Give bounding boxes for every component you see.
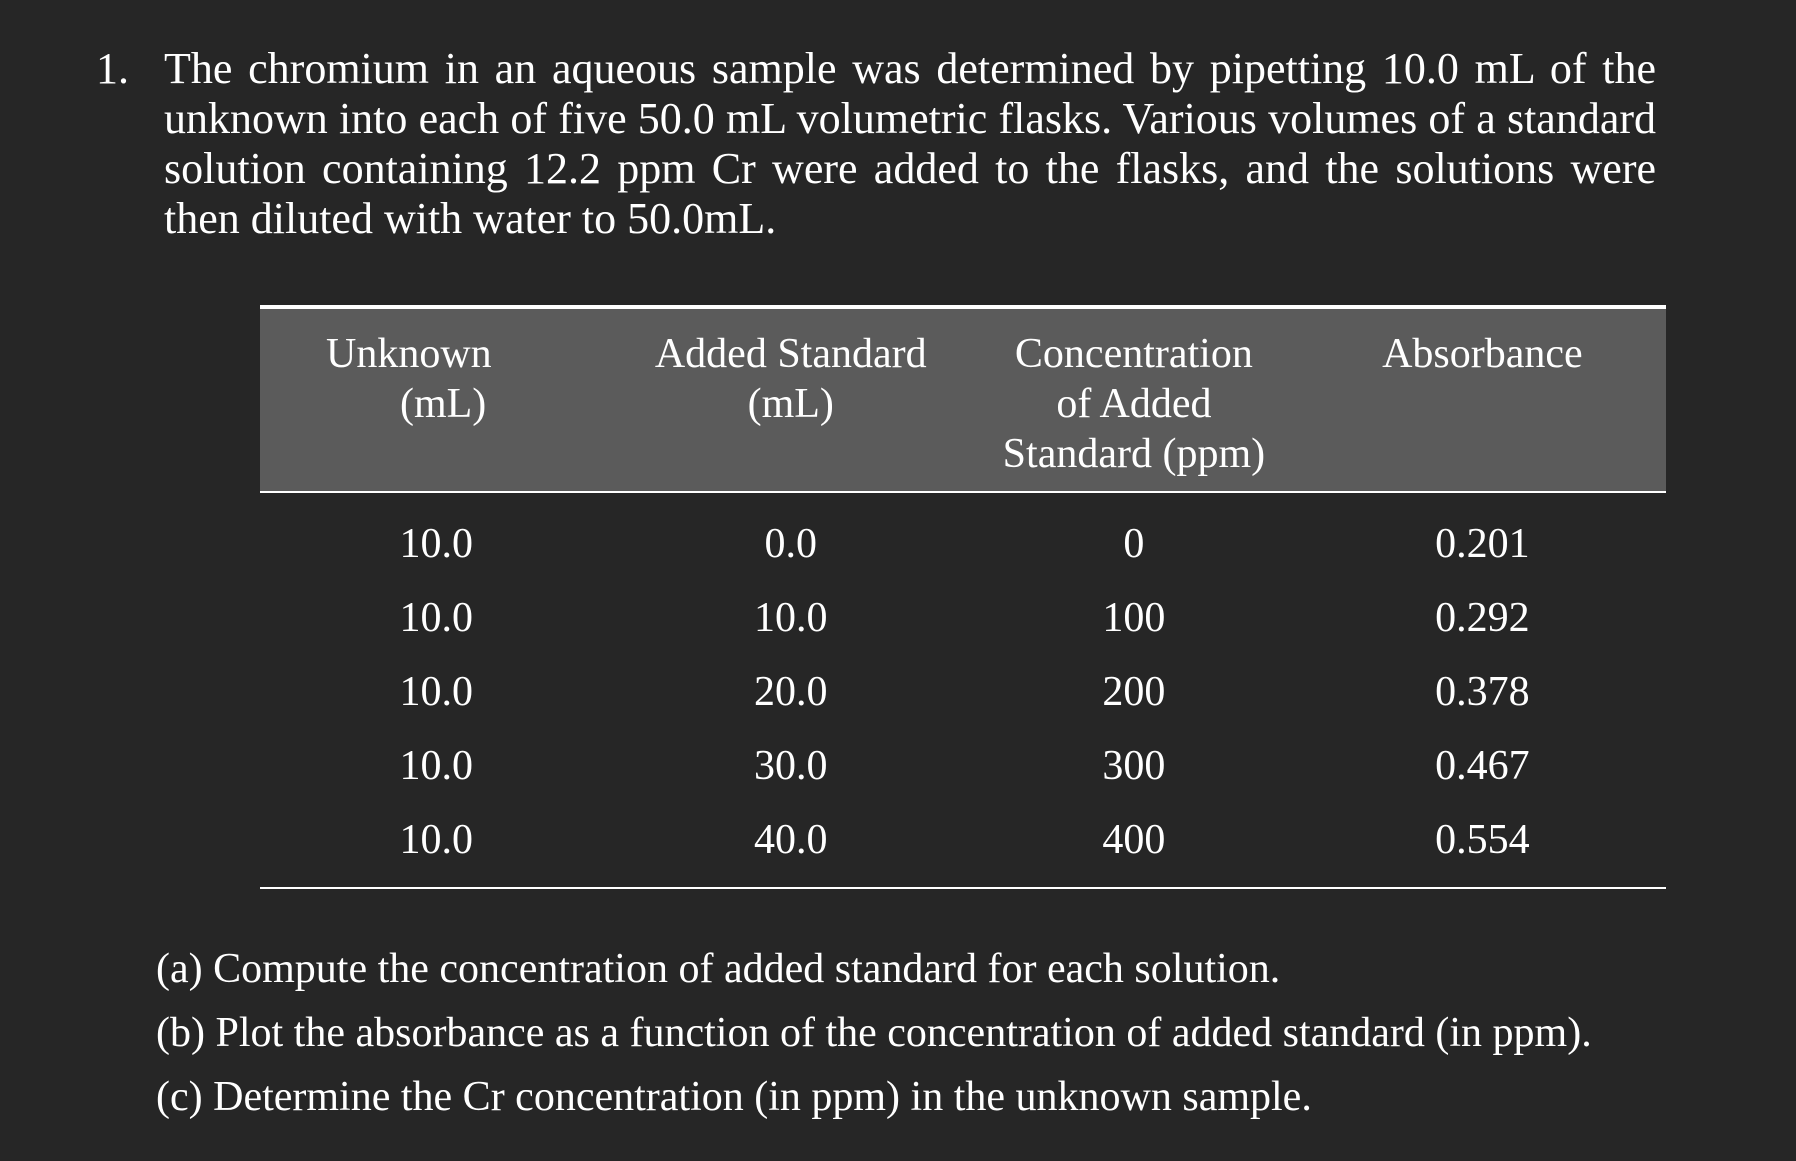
- cell-added: 10.0: [753, 595, 828, 641]
- cell-conc: 400: [969, 803, 1299, 888]
- cell-absorbance: 0.554: [1299, 803, 1666, 888]
- cell-absorbance: 0.201: [1435, 521, 1530, 567]
- cell-added: 20.0: [753, 669, 828, 715]
- table-row: [260, 729, 1666, 803]
- cell-absorbance: 0.292: [1435, 595, 1530, 641]
- cell-conc: 300: [1102, 743, 1166, 789]
- question-c: (c) Determine the Cr concentration (in ppm) in the unknown sample.: [156, 1074, 1312, 1120]
- table-row: [260, 581, 1666, 655]
- header-unknown: [260, 307, 612, 492]
- cell-unknown: 10.0: [399, 521, 473, 567]
- cell-unknown: 10.0: [399, 669, 473, 715]
- cell-unknown: 10.0: [260, 803, 612, 888]
- header-absorbance: Absorbance: [1299, 307, 1666, 492]
- cell-unknown: 10.0: [399, 595, 473, 641]
- question-a: (a) Compute the concentration of added standard for each solution.: [156, 946, 1281, 992]
- table-row: [260, 803, 1666, 888]
- header-conc-line1: Concentration: [1014, 331, 1253, 377]
- cell-added: 30.0: [753, 743, 828, 789]
- cell-conc: 0: [1123, 521, 1145, 567]
- header-unknown-line2: (mL): [400, 381, 487, 427]
- header-conc-line3: Standard (ppm): [1002, 431, 1266, 477]
- table-row: [260, 655, 1666, 729]
- header-conc-line2: of Added: [1056, 381, 1212, 427]
- header-unknown-line1: Unknown: [326, 331, 492, 377]
- data-table-container: [260, 305, 1666, 889]
- cell-unknown: 10.0: [399, 743, 473, 789]
- problem-number: 1.: [96, 44, 129, 93]
- cell-absorbance: 0.378: [1435, 669, 1530, 715]
- cell-added: 0.0: [764, 521, 817, 567]
- cell-conc: 200: [1102, 669, 1166, 715]
- cell-added: 40.0: [612, 803, 969, 888]
- question-b: (b) Plot the absorbance as a function of the concentration of added standard (in ppm).: [156, 1010, 1592, 1056]
- table-header-row: [260, 307, 1666, 492]
- cell-conc: 100: [1102, 595, 1166, 641]
- table-body: [260, 492, 1666, 888]
- table-row: [260, 492, 1666, 581]
- cell-absorbance: 0.467: [1435, 743, 1530, 789]
- data-table: [260, 305, 1666, 889]
- problem-statement: [96, 44, 1656, 244]
- problem-text: The chromium in an aqueous sample was determined by pipetting 10.0 mL of the unknown into each of five 50.0 mL volumetric flasks. Various volumes of a standard solution containing 12.2 ppm Cr were added to the flasks, and the solutions were then diluted with water to 50.0mL.: [164, 44, 1656, 243]
- question-list: [156, 937, 1592, 1129]
- header-concentration: [969, 307, 1299, 492]
- header-added-standard: Added Standard (mL): [612, 307, 969, 492]
- table-header: [260, 307, 1666, 492]
